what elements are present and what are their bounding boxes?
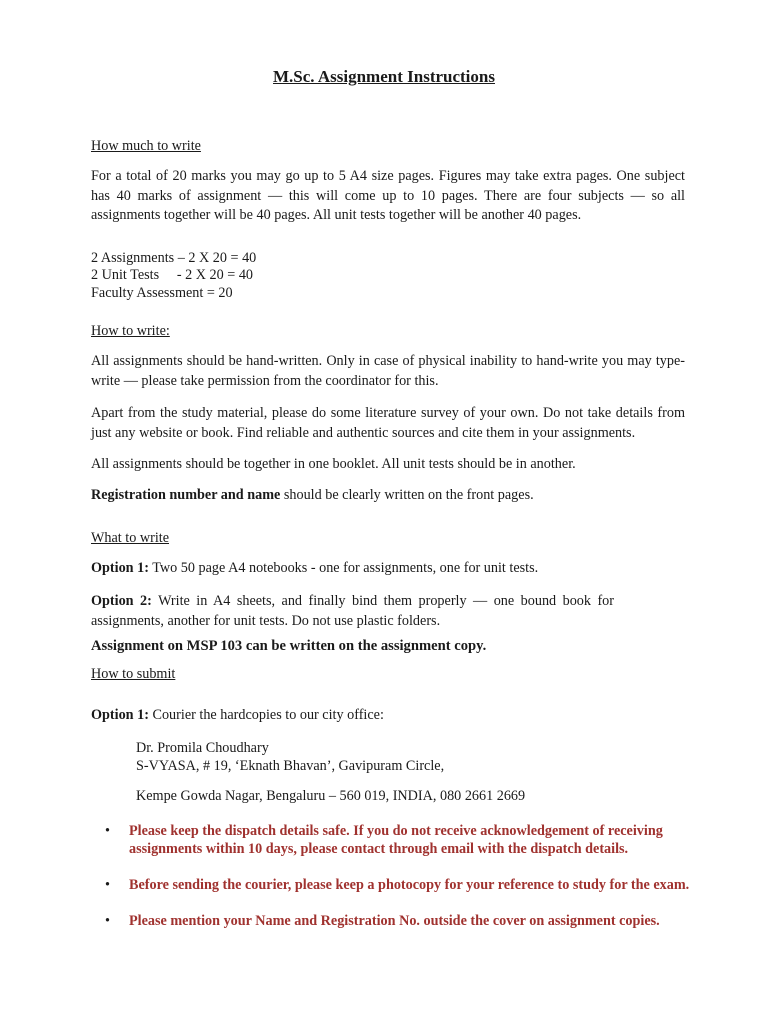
- what-option-2: [91, 592, 614, 631]
- bullet-icon: •: [105, 877, 110, 893]
- what-option-1-label: Option 1:: [91, 560, 149, 576]
- submit-option-1-text: Courier the hardcopies to our city office:: [148, 707, 384, 723]
- section-heading-how-to: How to write:: [91, 323, 170, 339]
- how-to-paragraph-3: All assignments should be together in one booklet. All unit tests should be in another.: [91, 456, 576, 472]
- section-heading-how-submit: How to submit: [91, 666, 176, 682]
- marks-line-faculty: Faculty Assessment = 20: [91, 285, 233, 301]
- what-option-1-text: Two 50 page A4 notebooks - one for assignments, one for unit tests.: [148, 560, 539, 576]
- how-to-paragraph-4: [91, 486, 685, 506]
- list-item: [91, 912, 691, 930]
- address-name: Dr. Promila Choudhary: [136, 740, 269, 756]
- note-photocopy: Before sending the courier, please keep a photocopy for your reference to study for the exam.: [129, 877, 690, 893]
- marks-line-unit-tests: 2 Unit Tests - 2 X 20 = 40: [91, 267, 254, 283]
- bullet-icon: •: [105, 913, 110, 929]
- what-option-2-text: Write in A4 sheets, and finally bind them properly — one bound book for assignments, another for unit tests. Do not use plastic folders.: [91, 593, 614, 629]
- note-name-registration: Please mention your Name and Registration No. outside the cover on assignment copies.: [129, 913, 660, 929]
- address-line-1: S-VYASA, # 19, ‘Eknath Bhavan’, Gavipuram Circle,: [136, 758, 445, 774]
- how-to-paragraph-2: Apart from the study material, please do some literature survey of your own. Do not take details from just any website or book. Find reliable and authentic sources and cite them in your assignments.: [91, 405, 685, 441]
- note-dispatch-details: Please keep the dispatch details safe. If you do not receive acknowledgement of receiving assignments within 10 days, please contact through email with the dispatch details.: [129, 823, 663, 857]
- registration-text: should be clearly written on the front pages.: [280, 487, 534, 503]
- address-line-2: Kempe Gowda Nagar, Bengaluru – 560 019, INDIA, 080 2661 2669: [136, 788, 526, 804]
- list-item: [91, 876, 691, 894]
- marks-line-assignments: 2 Assignments – 2 X 20 = 40: [91, 250, 257, 266]
- bullet-icon: •: [105, 823, 110, 839]
- how-much-paragraph: For a total of 20 marks you may go up to 5 A4 size pages. Figures may take extra pages. One subject has 40 marks of assignment — this will come up to 10 pages. There are four subjects — so all assignments together will be 40 pages. All unit tests together will be another 40 pages.: [91, 168, 685, 223]
- what-option-1: [91, 559, 685, 579]
- section-heading-what-to: What to write: [91, 530, 170, 546]
- what-option-2-label: Option 2:: [91, 593, 152, 609]
- how-to-paragraph-1: All assignments should be hand-written. Only in case of physical inability to hand-write you may type-write — please take permission from the coordinator for this.: [91, 353, 685, 389]
- important-notes-list: [91, 822, 691, 948]
- document-title: M.Sc. Assignment Instructions: [273, 67, 495, 86]
- submit-option-1: [91, 706, 685, 726]
- list-item: [91, 822, 691, 858]
- submit-option-1-label: Option 1:: [91, 707, 149, 723]
- section-heading-how-much: How much to write: [91, 138, 201, 154]
- registration-label: Registration number and name: [91, 487, 281, 503]
- msp-note: Assignment on MSP 103 can be written on the assignment copy.: [91, 638, 487, 654]
